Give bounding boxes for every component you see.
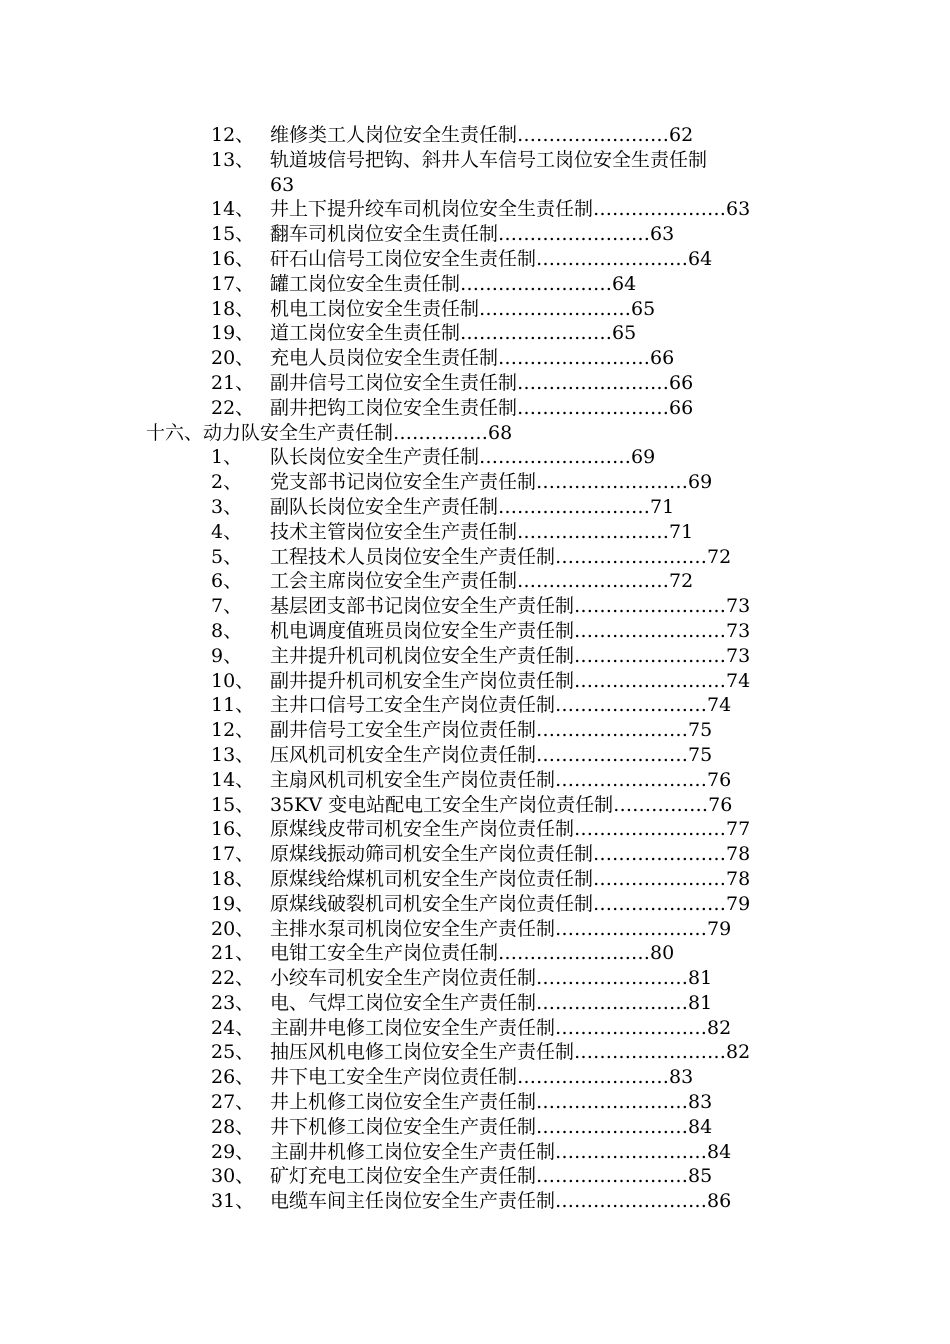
toc-entry-number: 18、 bbox=[211, 867, 255, 890]
toc-entry-number: 19、 bbox=[211, 892, 255, 915]
toc-entry-number: 30、 bbox=[211, 1165, 255, 1188]
toc-entry-title: 井上下提升绞车司机岗位安全生责任制…………………63 bbox=[270, 198, 751, 221]
toc-section-heading bbox=[0, 421, 950, 446]
toc-entry bbox=[0, 1090, 950, 1115]
toc-entry-title: 原煤线振动筛司机安全生产岗位责任制…………………78 bbox=[270, 843, 751, 866]
toc-entry bbox=[0, 1164, 950, 1189]
toc-entry-title: 矿灯充电工岗位安全生产责任制……………………85 bbox=[270, 1165, 713, 1188]
toc-entry bbox=[0, 594, 950, 619]
toc-entry-number: 19、 bbox=[211, 322, 255, 345]
toc-entry bbox=[0, 793, 950, 818]
toc-entry-title: 机电工岗位安全生责任制……………………65 bbox=[270, 297, 656, 320]
toc-entry-title: 翻车司机岗位安全生责任制……………………63 bbox=[270, 223, 675, 246]
toc-entry bbox=[0, 148, 950, 173]
toc-entry-number: 1、 bbox=[211, 446, 243, 469]
toc-entry-number: 13、 bbox=[211, 148, 255, 171]
toc-entry-number: 8、 bbox=[211, 619, 243, 642]
toc-entry-title: 罐工岗位安全生责任制……………………64 bbox=[270, 272, 637, 295]
toc-entry-number: 31、 bbox=[211, 1190, 255, 1213]
toc-entry bbox=[0, 644, 950, 669]
toc-entry-title: 主井提升机司机岗位安全生产责任制……………………73 bbox=[270, 644, 751, 667]
toc-entry-title: 35KV 变电站配电工安全生产岗位责任制……………76 bbox=[270, 793, 733, 816]
toc-entry-number: 27、 bbox=[211, 1091, 255, 1114]
toc-entry-title: 充电人员岗位安全生责任制……………………66 bbox=[270, 347, 675, 370]
toc-entry-number: 10、 bbox=[211, 669, 255, 692]
toc-entry-title: 主副井电修工岗位安全生产责任制……………………82 bbox=[270, 1016, 732, 1039]
toc-entry-number: 22、 bbox=[211, 396, 255, 419]
toc-entry bbox=[0, 545, 950, 570]
toc-entry-title: 工程技术人员岗位安全生产责任制……………………72 bbox=[270, 545, 732, 568]
toc-entry-number: 15、 bbox=[211, 793, 255, 816]
toc-entry-number: 21、 bbox=[211, 942, 255, 965]
toc-entry-title: 主排水泵司机岗位安全生产责任制……………………79 bbox=[270, 917, 732, 940]
toc-entry-number: 9、 bbox=[211, 644, 243, 667]
toc-entry-title: 井下电工安全生产岗位责任制……………………83 bbox=[270, 1066, 694, 1089]
toc-entry-title: 井上机修工岗位安全生产责任制……………………83 bbox=[270, 1091, 713, 1114]
toc-entry-number: 28、 bbox=[211, 1115, 255, 1138]
toc-entry-title: 工会主席岗位安全生产责任制……………………72 bbox=[270, 570, 694, 593]
toc-entry-title: 机电调度值班员岗位安全生产责任制……………………73 bbox=[270, 619, 751, 642]
toc-entry bbox=[0, 892, 950, 917]
toc-entry bbox=[0, 718, 950, 743]
toc-entry-title: 副井把钩工岗位安全生责任制……………………66 bbox=[270, 396, 694, 419]
toc-entry-title: 电钳工安全生产岗位责任制……………………80 bbox=[270, 942, 675, 965]
toc-entry-number: 6、 bbox=[211, 570, 243, 593]
toc-entry-title: 原煤线给煤机司机安全生产岗位责任制…………………78 bbox=[270, 867, 751, 890]
toc-entry-continuation bbox=[0, 173, 950, 198]
toc-entry bbox=[0, 1140, 950, 1165]
toc-entry-title: 技术主管岗位安全生产责任制……………………71 bbox=[270, 520, 694, 543]
toc-entry-title: 副井信号工安全生产岗位责任制……………………75 bbox=[270, 719, 713, 742]
toc-entry-number: 18、 bbox=[211, 297, 255, 320]
toc-entry bbox=[0, 619, 950, 644]
toc-entry bbox=[0, 569, 950, 594]
toc-entry-number: 7、 bbox=[211, 595, 243, 618]
toc-entry-number: 29、 bbox=[211, 1140, 255, 1163]
table-of-contents bbox=[0, 123, 950, 1214]
toc-entry-number: 23、 bbox=[211, 991, 255, 1014]
toc-entry bbox=[0, 1189, 950, 1214]
toc-entry bbox=[0, 966, 950, 991]
toc-entry-title: 原煤线皮带司机安全生产岗位责任制……………………77 bbox=[270, 818, 751, 841]
toc-entry-title: 维修类工人岗位安全生责任制……………………62 bbox=[270, 124, 694, 146]
toc-entry-number: 16、 bbox=[211, 247, 255, 270]
toc-entry-title: 副井提升机司机安全生产岗位责任制……………………74 bbox=[270, 669, 751, 692]
toc-entry-number: 15、 bbox=[211, 223, 255, 246]
toc-entry bbox=[0, 941, 950, 966]
toc-entry-title: 道工岗位安全生责任制……………………65 bbox=[270, 322, 637, 345]
toc-entry-title: 压风机司机安全生产岗位责任制……………………75 bbox=[270, 743, 713, 766]
toc-entry-title: 主井口信号工安全生产岗位责任制……………………74 bbox=[270, 694, 732, 717]
toc-entry bbox=[0, 247, 950, 272]
toc-entry-number: 20、 bbox=[211, 347, 255, 370]
toc-entry bbox=[0, 297, 950, 322]
toc-entry-number: 4、 bbox=[211, 520, 243, 543]
toc-entry-title: 轨道坡信号把钩、斜井人车信号工岗位安全生责任制 bbox=[270, 148, 708, 171]
toc-entry bbox=[0, 222, 950, 247]
toc-entry bbox=[0, 445, 950, 470]
toc-entry-number: 21、 bbox=[211, 371, 255, 394]
toc-entry bbox=[0, 917, 950, 942]
toc-entry bbox=[0, 743, 950, 768]
toc-entry bbox=[0, 123, 950, 148]
toc-entry-number: 14、 bbox=[211, 198, 255, 221]
toc-entry-title: 队长岗位安全生产责任制……………………69 bbox=[270, 446, 656, 469]
toc-entry-number: 25、 bbox=[211, 1041, 255, 1064]
toc-entry-title: 党支部书记岗位安全生产责任制……………………69 bbox=[270, 471, 713, 494]
toc-entry-title: 主扇风机司机安全生产岗位责任制……………………76 bbox=[270, 768, 732, 791]
toc-entry bbox=[0, 520, 950, 545]
toc-section-title: 十六、动力队安全生产责任制……………68 bbox=[146, 421, 513, 444]
toc-entry-title: 原煤线破裂机司机安全生产岗位责任制…………………79 bbox=[270, 892, 751, 915]
toc-entry bbox=[0, 396, 950, 421]
toc-entry bbox=[0, 470, 950, 495]
toc-entry-number: 11、 bbox=[211, 694, 255, 717]
toc-entry bbox=[0, 495, 950, 520]
toc-entry-number: 3、 bbox=[211, 495, 243, 518]
toc-entry-title: 基层团支部书记岗位安全生产责任制……………………73 bbox=[270, 595, 751, 618]
toc-entry-number: 12、 bbox=[211, 124, 255, 146]
toc-entry bbox=[0, 817, 950, 842]
toc-entry-number: 16、 bbox=[211, 818, 255, 841]
toc-entry-number: 26、 bbox=[211, 1066, 255, 1089]
toc-entry-title: 电缆车间主任岗位安全生产责任制……………………86 bbox=[270, 1190, 732, 1213]
toc-entry-title: 电、气焊工岗位安全生产责任制……………………81 bbox=[270, 991, 713, 1014]
toc-entry bbox=[0, 991, 950, 1016]
toc-entry bbox=[0, 842, 950, 867]
toc-entry bbox=[0, 197, 950, 222]
toc-entry bbox=[0, 693, 950, 718]
toc-entry-number: 22、 bbox=[211, 967, 255, 990]
toc-entry bbox=[0, 371, 950, 396]
toc-entry-title: 抽压风机电修工岗位安全生产责任制……………………82 bbox=[270, 1041, 751, 1064]
toc-entry-title: 主副井机修工岗位安全生产责任制……………………84 bbox=[270, 1140, 732, 1163]
toc-entry-title: 副队长岗位安全生产责任制……………………71 bbox=[270, 495, 675, 518]
toc-entry-number: 14、 bbox=[211, 768, 255, 791]
toc-entry-title: 63 bbox=[270, 173, 295, 196]
toc-entry bbox=[0, 346, 950, 371]
toc-entry-title: 矸石山信号工岗位安全生责任制……………………64 bbox=[270, 247, 713, 270]
toc-entry bbox=[0, 669, 950, 694]
toc-entry-number: 12、 bbox=[211, 719, 255, 742]
toc-entry-number: 13、 bbox=[211, 743, 255, 766]
toc-entry-title: 小绞车司机安全生产岗位责任制……………………81 bbox=[270, 967, 713, 990]
toc-entry bbox=[0, 768, 950, 793]
toc-entry-number: 17、 bbox=[211, 843, 255, 866]
toc-entry-number: 2、 bbox=[211, 471, 243, 494]
toc-entry-number: 20、 bbox=[211, 917, 255, 940]
toc-entry-number: 24、 bbox=[211, 1016, 255, 1039]
toc-entry bbox=[0, 1115, 950, 1140]
toc-entry bbox=[0, 1040, 950, 1065]
toc-entry-title: 副井信号工岗位安全生责任制……………………66 bbox=[270, 371, 694, 394]
toc-entry-number: 5、 bbox=[211, 545, 243, 568]
toc-entry bbox=[0, 1016, 950, 1041]
toc-entry bbox=[0, 272, 950, 297]
toc-entry-title: 井下机修工岗位安全生产责任制……………………84 bbox=[270, 1115, 713, 1138]
toc-entry-number: 17、 bbox=[211, 272, 255, 295]
toc-entry bbox=[0, 867, 950, 892]
toc-entry bbox=[0, 321, 950, 346]
toc-entry bbox=[0, 1065, 950, 1090]
